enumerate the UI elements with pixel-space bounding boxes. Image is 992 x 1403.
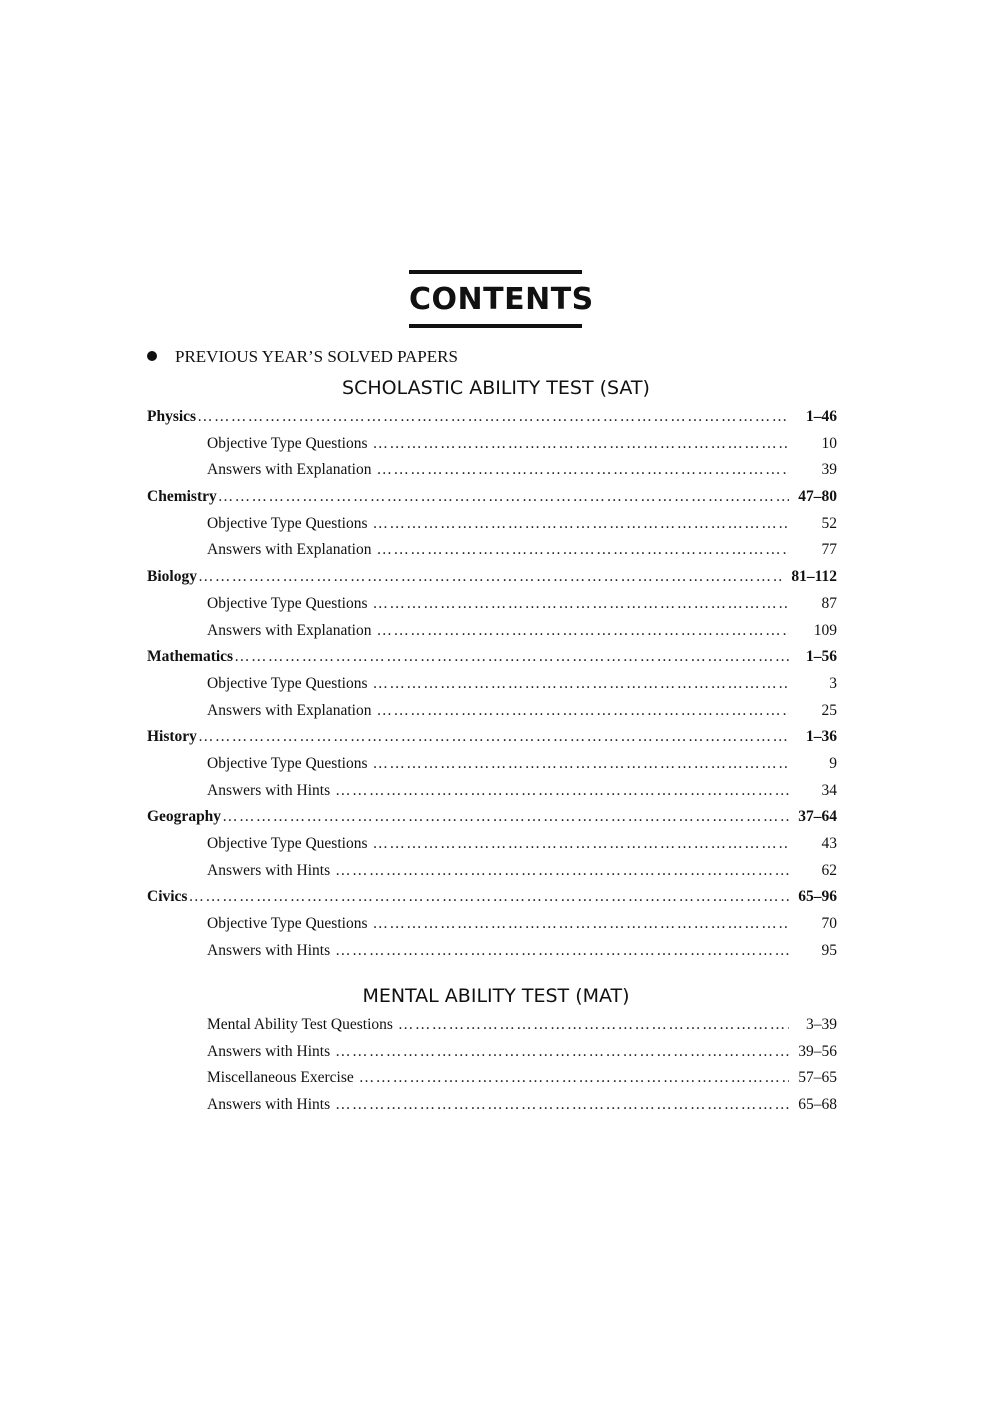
toc-page-number: 39 xyxy=(821,461,837,479)
toc-item-row[interactable] xyxy=(147,537,837,564)
toc-item-row[interactable] xyxy=(147,1092,837,1119)
toc-page-number: 47–80 xyxy=(798,488,837,506)
section-bullet-line xyxy=(147,346,458,368)
dot-leader xyxy=(376,457,789,484)
toc-page-number: 39–56 xyxy=(798,1042,837,1060)
dot-leader xyxy=(373,671,790,698)
toc-page-number: 1–46 xyxy=(806,408,837,425)
dot-leader xyxy=(376,618,789,645)
bullet-icon xyxy=(147,351,157,361)
toc-page-number: 37–64 xyxy=(798,808,837,826)
toc-entry-label: Mathematics xyxy=(147,648,234,666)
toc-subject-row[interactable] xyxy=(147,484,837,511)
toc-item-row[interactable] xyxy=(147,831,837,858)
bullet-text: PREVIOUS YEAR’S SOLVED PAPERS xyxy=(175,347,458,366)
toc-page-number: 3 xyxy=(829,674,837,692)
mat-toc xyxy=(147,1012,837,1119)
dot-leader xyxy=(335,1039,789,1066)
toc-subject-row[interactable] xyxy=(147,884,837,911)
toc-entry-label: Objective Type Questions xyxy=(207,674,368,692)
sat-toc xyxy=(147,404,837,964)
toc-item-row[interactable] xyxy=(147,511,837,538)
mat-heading: MENTAL ABILITY TEST (MAT) xyxy=(362,985,630,1007)
toc-page-number: 87 xyxy=(821,594,837,612)
dot-leader xyxy=(373,511,790,538)
dot-leader xyxy=(376,698,789,725)
toc-page-number: 70 xyxy=(821,915,837,933)
toc-page-number: 9 xyxy=(829,754,837,772)
dot-leader xyxy=(198,564,783,591)
toc-entry-label: Objective Type Questions xyxy=(207,434,368,452)
dot-leader xyxy=(373,831,790,858)
dot-leader xyxy=(376,537,789,564)
toc-page-number: 77 xyxy=(821,541,837,559)
toc-page-number: 3–39 xyxy=(806,1016,837,1033)
dot-leader xyxy=(373,591,790,618)
toc-entry-label: Chemistry xyxy=(147,488,217,506)
toc-page-number: 65–96 xyxy=(798,888,837,906)
dot-leader xyxy=(359,1065,789,1092)
toc-entry-label: Objective Type Questions xyxy=(207,754,368,772)
dot-leader xyxy=(188,884,789,911)
toc-subject-row[interactable] xyxy=(147,804,837,831)
toc-entry-label: History xyxy=(147,728,197,746)
toc-entry-label: Objective Type Questions xyxy=(207,594,368,612)
toc-entry-label: Answers with Hints xyxy=(207,1096,331,1114)
toc-entry-label: Answers with Hints xyxy=(207,941,331,959)
toc-item-row[interactable] xyxy=(147,698,837,725)
toc-page-number: 57–65 xyxy=(798,1069,837,1087)
toc-entry-label: Mental Ability Test Questions xyxy=(207,1016,393,1033)
toc-entry-label: Answers with Hints xyxy=(207,781,331,799)
toc-item-row[interactable] xyxy=(147,618,837,645)
toc-page-number: 10 xyxy=(821,434,837,452)
sat-heading: SCHOLASTIC ABILITY TEST (SAT) xyxy=(342,377,650,399)
dot-leader xyxy=(398,1012,789,1039)
toc-entry-label: Answers with Explanation xyxy=(207,541,372,559)
toc-page-number: 1–36 xyxy=(806,728,837,746)
dot-leader xyxy=(218,484,789,511)
dot-leader xyxy=(335,858,789,885)
toc-item-row[interactable] xyxy=(147,858,837,885)
page-title: CONTENTS xyxy=(409,282,594,317)
toc-item-row[interactable] xyxy=(147,938,837,965)
toc-subject-row[interactable] xyxy=(147,644,837,671)
toc-item-row[interactable] xyxy=(147,751,837,778)
toc-entry-label: Answers with Explanation xyxy=(207,461,372,479)
toc-entry-label: Physics xyxy=(147,408,197,425)
toc-item-row[interactable] xyxy=(147,457,837,484)
toc-item-row[interactable] xyxy=(147,1012,837,1039)
toc-entry-label: Answers with Explanation xyxy=(207,621,372,639)
dot-leader xyxy=(335,1092,789,1119)
toc-page-number: 1–56 xyxy=(806,648,837,666)
toc-page-number: 62 xyxy=(821,861,837,879)
dot-leader xyxy=(222,804,789,831)
toc-item-row[interactable] xyxy=(147,1065,837,1092)
toc-page-number: 81–112 xyxy=(791,568,837,586)
toc-entry-label: Miscellaneous Exercise xyxy=(207,1069,354,1087)
dot-leader xyxy=(373,751,790,778)
toc-item-row[interactable] xyxy=(147,671,837,698)
toc-item-row[interactable] xyxy=(147,778,837,805)
toc-entry-label: Objective Type Questions xyxy=(207,514,368,532)
toc-subject-row[interactable] xyxy=(147,564,837,591)
dot-leader xyxy=(335,938,789,965)
toc-item-row[interactable] xyxy=(147,911,837,938)
toc-item-row[interactable] xyxy=(147,591,837,618)
dot-leader xyxy=(198,724,789,751)
toc-entry-label: Answers with Explanation xyxy=(207,701,372,719)
toc-page-number: 52 xyxy=(821,514,837,532)
toc-page-number: 25 xyxy=(821,701,837,719)
toc-entry-label: Civics xyxy=(147,888,188,906)
toc-page-number: 43 xyxy=(821,835,837,852)
toc-subject-row[interactable] xyxy=(147,724,837,751)
contents-title-box xyxy=(409,270,594,328)
toc-entry-label: Answers with Hints xyxy=(207,861,331,879)
toc-subject-row[interactable] xyxy=(147,404,837,431)
dot-leader xyxy=(373,911,790,938)
toc-page-number: 95 xyxy=(821,941,837,959)
toc-entry-label: Objective Type Questions xyxy=(207,915,368,933)
dot-leader xyxy=(234,644,789,671)
toc-entry-label: Objective Type Questions xyxy=(207,835,368,852)
toc-page-number: 65–68 xyxy=(798,1096,837,1114)
toc-entry-label: Biology xyxy=(147,568,197,586)
dot-leader xyxy=(197,404,789,431)
toc-entry-label: Answers with Hints xyxy=(207,1042,331,1060)
toc-item-row[interactable] xyxy=(147,1039,837,1066)
dot-leader xyxy=(373,431,790,458)
dot-leader xyxy=(335,778,789,805)
toc-entry-label: Geography xyxy=(147,808,222,826)
toc-item-row[interactable] xyxy=(147,431,837,458)
toc-page-number: 34 xyxy=(821,781,837,799)
toc-page-number: 109 xyxy=(813,621,837,639)
